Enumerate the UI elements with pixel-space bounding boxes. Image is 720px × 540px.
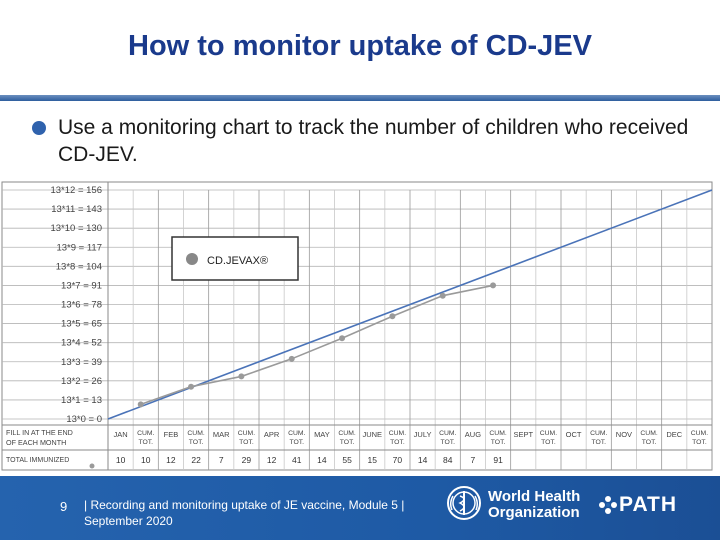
cumulative-value: 84	[443, 455, 453, 465]
legend-marker-icon	[186, 253, 198, 265]
y-tick-label: 13*5 = 65	[61, 318, 102, 330]
legend-label: CD.JEVAX®	[207, 255, 269, 267]
cum-label: TOT.	[138, 439, 154, 446]
monthly-value: 15	[367, 455, 377, 465]
cum-label: CUM.	[690, 430, 709, 437]
legend-sample-point	[90, 464, 95, 469]
path-flower-icon	[598, 495, 618, 515]
row-header-line1: FILL IN AT THE END	[6, 428, 73, 437]
data-point	[440, 293, 446, 299]
y-tick-label: 13*4 = 52	[61, 337, 102, 349]
month-label: OCT	[565, 430, 582, 439]
cumulative-value: 10	[141, 455, 151, 465]
month-label: JAN	[113, 430, 128, 439]
data-point	[238, 373, 244, 379]
cum-label: TOT.	[188, 439, 204, 446]
y-tick-label: 13*9 = 117	[56, 242, 102, 254]
monitoring-chart	[0, 180, 720, 476]
cum-label: CUM.	[338, 430, 356, 437]
footer-caption-line2: September 2020	[84, 514, 173, 528]
y-tick-label: 13*0 = 0	[66, 414, 102, 425]
who-logo-line2: Organization	[488, 504, 580, 521]
cum-label: CUM.	[137, 430, 155, 437]
monthly-value: 12	[266, 455, 277, 465]
cum-label: CUM.	[590, 430, 608, 437]
cum-label: CUM.	[187, 430, 205, 437]
data-point	[339, 335, 345, 341]
cumulative-value: 29	[241, 455, 252, 465]
data-point	[188, 384, 194, 390]
cum-label: TOT.	[641, 439, 657, 446]
month-label: DEC	[666, 430, 683, 439]
data-point	[138, 401, 144, 407]
monthly-value: 12	[166, 455, 176, 465]
cum-label: CUM.	[489, 430, 507, 437]
cumulative-value: 41	[292, 455, 302, 465]
monthly-value: 7	[470, 455, 476, 465]
cum-label: TOT.	[490, 439, 506, 446]
cum-label: CUM.	[237, 430, 256, 437]
cum-label: TOT.	[692, 439, 707, 446]
who-emblem-icon	[445, 484, 483, 522]
y-tick-label: 13*3 = 39	[61, 356, 102, 368]
cumulative-value: 70	[392, 455, 403, 465]
y-tick-label: 13*2 = 26	[61, 375, 102, 387]
monthly-value: 10	[115, 455, 126, 465]
y-tick-label: 13*6 = 78	[61, 299, 102, 311]
month-label: JUNE	[362, 430, 383, 439]
data-point	[389, 313, 395, 319]
cum-label: CUM.	[388, 430, 407, 437]
cum-label: TOT.	[289, 439, 305, 446]
cum-label: CUM.	[288, 430, 306, 437]
path-logo-text: PATH	[619, 493, 678, 516]
month-label: FEB	[163, 430, 179, 439]
footer-caption	[84, 497, 444, 529]
month-label: SEPT	[513, 430, 534, 439]
slide-title: How to monitor uptake of CD-JEV	[128, 30, 592, 62]
bullet-text: Use a monitoring chart to track the number of children who received CD-JEV.	[58, 116, 689, 166]
cum-label: TOT.	[390, 439, 405, 446]
title-divider	[0, 95, 720, 101]
cumulative-value: 91	[493, 455, 503, 465]
cum-label: TOT.	[541, 439, 556, 446]
cum-label: TOT.	[591, 439, 607, 446]
cum-label: TOT.	[339, 439, 355, 446]
cum-label: CUM.	[439, 430, 457, 437]
y-tick-label: 13*1 = 13	[61, 394, 102, 406]
month-label: MAR	[212, 430, 230, 439]
data-point	[289, 356, 295, 362]
monthly-value: 14	[417, 455, 428, 465]
month-label: APR	[263, 430, 280, 439]
footer-caption-line1: | Recording and monitoring uptake of JE vaccine, Module 5 |	[84, 498, 405, 512]
data-point	[490, 282, 496, 288]
y-tick-label: 13*11 = 143	[51, 204, 102, 216]
page-number: 9	[60, 499, 68, 514]
month-label: MAY	[314, 430, 330, 439]
row-header-line2: OF EACH MONTH	[6, 438, 67, 447]
total-immunized-label: TOTAL IMMUNIZED	[6, 457, 70, 464]
monthly-value: 7	[218, 455, 224, 465]
y-tick-label: 13*7 = 91	[61, 280, 102, 292]
y-tick-label: 13*12 = 156	[50, 185, 102, 196]
cum-label: TOT.	[440, 439, 456, 446]
cum-label: TOT.	[239, 439, 254, 446]
who-logo-text	[488, 489, 588, 521]
monitoring-chart-svg	[0, 180, 720, 476]
y-tick-label: 13*10 = 130	[50, 223, 102, 235]
cumulative-value: 55	[342, 455, 352, 465]
cum-label: CUM.	[640, 430, 658, 437]
monthly-value: 14	[317, 455, 327, 465]
month-label: NOV	[615, 430, 633, 439]
month-label: JULY	[413, 430, 432, 439]
bullet-dot-icon	[32, 121, 46, 135]
who-logo-line1: World Health	[488, 488, 581, 505]
cum-label: CUM.	[539, 430, 558, 437]
month-label: AUG	[464, 430, 482, 439]
cumulative-value: 22	[191, 455, 201, 465]
y-tick-label: 13*8 = 104	[55, 261, 102, 273]
